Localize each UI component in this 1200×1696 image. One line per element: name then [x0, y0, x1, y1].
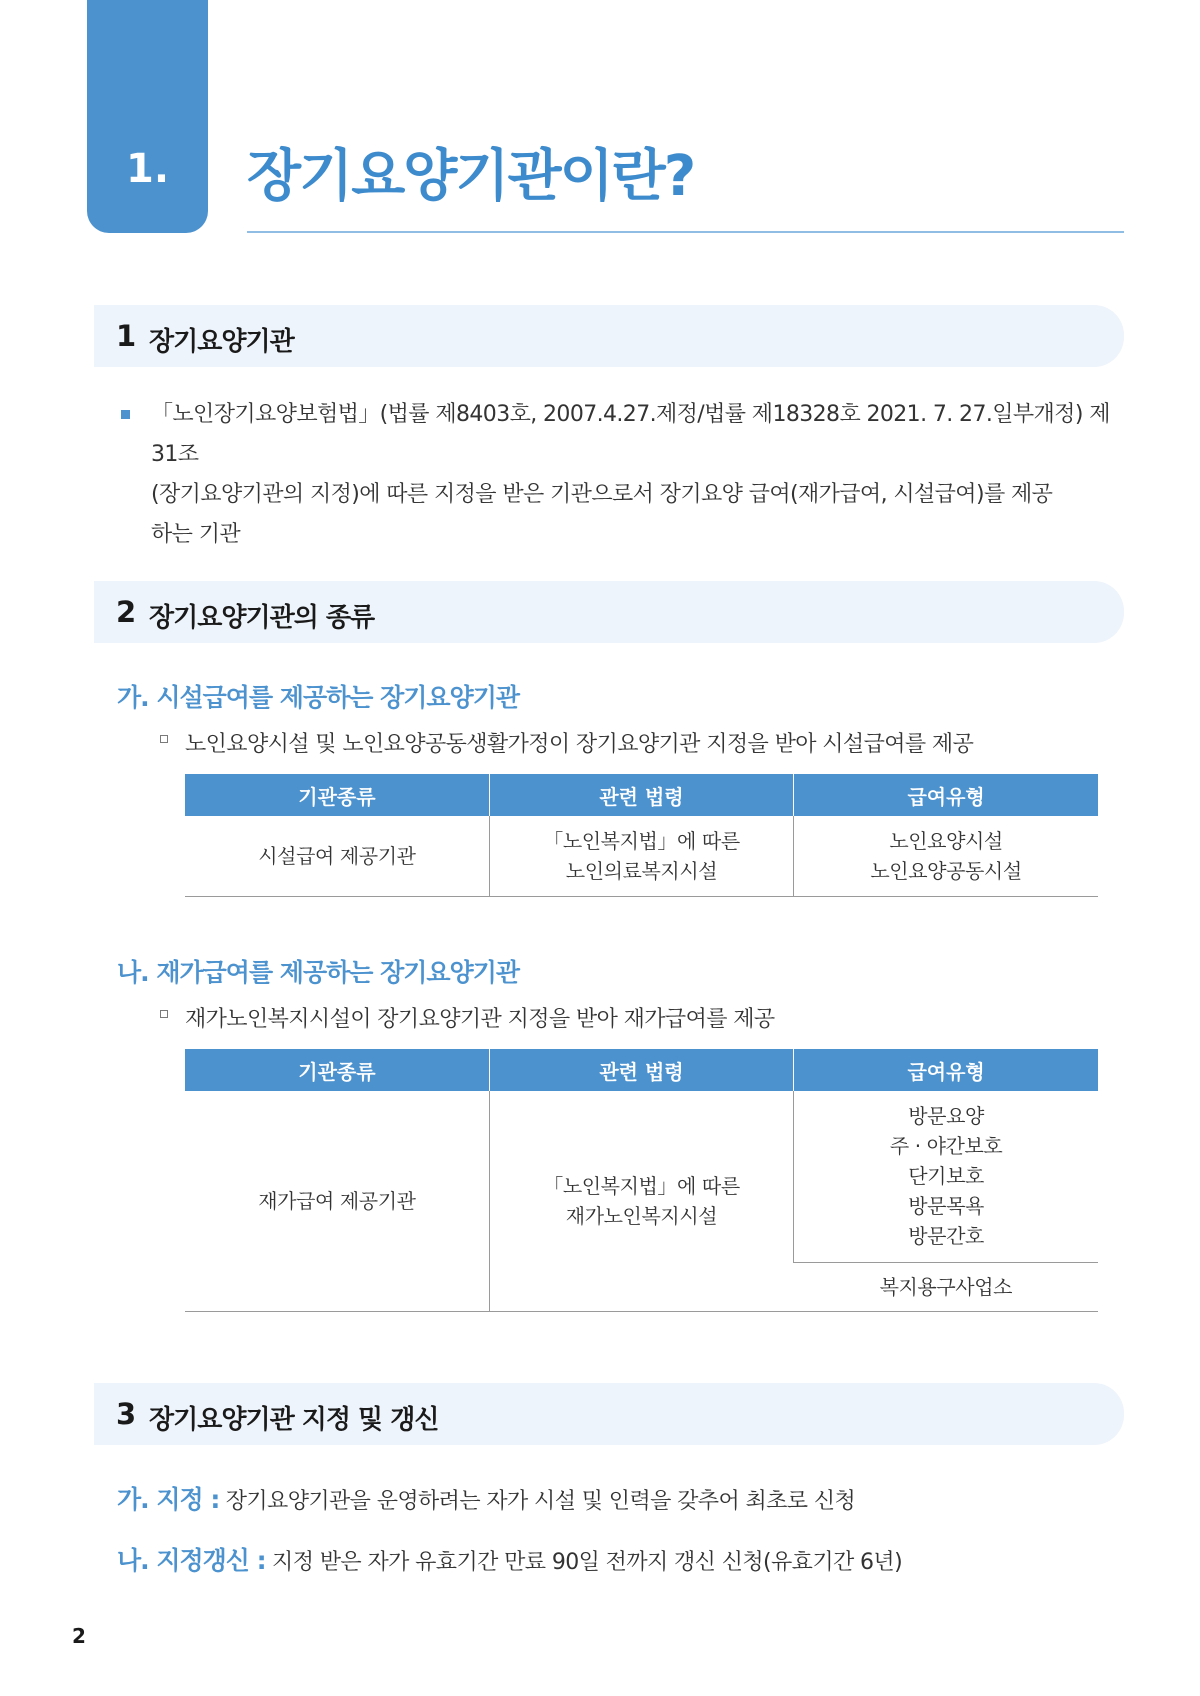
- benefit-item: 방문간호: [908, 1224, 984, 1249]
- subsection-heading-na: 나. 재가급여를 제공하는 장기요양기관: [117, 958, 520, 987]
- cell-line: 재가노인복지시설: [565, 1203, 718, 1228]
- chapter-number: 1.: [125, 146, 170, 192]
- column-header-benefit: 급여유형: [794, 774, 1098, 816]
- section-number: 3: [116, 1397, 137, 1431]
- table-row: [185, 816, 1098, 896]
- subsection-heading-ga: 가. 시설급여를 제공하는 장기요양기관: [117, 683, 520, 712]
- cell-law: [489, 1091, 793, 1311]
- cell-line: 「노인복지법」에 따른: [543, 1173, 740, 1198]
- column-header-type: 기관종류: [185, 1049, 489, 1091]
- section-header-2: [94, 581, 1124, 643]
- renewal-text: 지정 받은 자가 유효기간 만료 90일 전까지 갱신 신청(유효기간 6년): [265, 1550, 903, 1575]
- table-header-row: [185, 774, 1098, 816]
- cell-benefit-list: [794, 1091, 1098, 1262]
- column-header-law: 관련 법령: [489, 1049, 793, 1091]
- column-header-benefit: 급여유형: [794, 1049, 1098, 1091]
- table-header-row: [185, 1049, 1098, 1091]
- designation-key: 가. 지정 :: [117, 1485, 220, 1514]
- section-number: 2: [116, 595, 137, 629]
- section-title: 장기요양기관 지정 및 갱신: [149, 1405, 439, 1435]
- paragraph-line: (장기요양기관의 지정)에 따른 지정을 받은 기관으로서 장기요양 급여(재가급여, 시설급여)를 제공: [151, 482, 1053, 507]
- subsection-description-na: 재가노인복지시설이 장기요양기관 지정을 받아 재가급여를 제공: [185, 1007, 775, 1032]
- designation-text: 장기요양기관을 운영하려는 자가 시설 및 인력을 갖추어 최초로 신청: [219, 1489, 856, 1514]
- table-row: [185, 1091, 1098, 1262]
- section-title: 장기요양기관의 종류: [149, 603, 375, 633]
- subsection-description-ga: 노인요양시설 및 노인요양공동생활가정이 장기요양기관 지정을 받아 시설급여를 제공: [185, 732, 974, 757]
- cell-law: [489, 816, 793, 896]
- benefit-item: 방문요양: [908, 1104, 984, 1129]
- chapter-tab: [87, 0, 208, 233]
- cell-benefit: [794, 816, 1098, 896]
- benefit-item: 주 · 야간보호: [889, 1134, 1003, 1159]
- square-bullet-icon: [121, 410, 130, 419]
- chapter-title: 장기요양기관이란?: [247, 144, 695, 209]
- paragraph-line: 「노인장기요양보험법」(법률 제8403호, 2007.4.27.제정/법률 제18328호 2021. 7. 27.일부개정) 제31조: [151, 402, 1110, 467]
- renewal-key: 나. 지정갱신 :: [117, 1546, 266, 1575]
- hollow-square-bullet-icon: [160, 735, 168, 743]
- home-benefit-table: [185, 1049, 1098, 1312]
- cell-type: 시설급여 제공기관: [185, 816, 489, 896]
- renewal-line: [117, 1541, 902, 1577]
- cell-line: 노인요양시설: [889, 828, 1003, 853]
- designation-line: [117, 1480, 855, 1516]
- section-title: 장기요양기관: [149, 327, 294, 357]
- benefit-item: 방문목욕: [908, 1194, 984, 1219]
- column-header-law: 관련 법령: [489, 774, 793, 816]
- section1-paragraph: [151, 395, 1111, 555]
- page-number: 2: [72, 1624, 86, 1648]
- paragraph-line: 하는 기관: [151, 522, 241, 547]
- section-header-1: [94, 305, 1124, 367]
- section-header-3: [94, 1383, 1124, 1445]
- cell-benefit-extra: 복지용구사업소: [794, 1262, 1098, 1311]
- column-header-type: 기관종류: [185, 774, 489, 816]
- cell-type: 재가급여 제공기관: [185, 1091, 489, 1311]
- cell-line: 노인요양공동시설: [870, 858, 1022, 883]
- chapter-divider: [247, 231, 1124, 233]
- section-number: 1: [116, 319, 137, 353]
- facility-benefit-table: [185, 774, 1098, 897]
- hollow-square-bullet-icon: [160, 1010, 168, 1018]
- benefit-item: 단기보호: [908, 1164, 984, 1189]
- cell-line: 노인의료복지시설: [565, 858, 718, 883]
- cell-line: 「노인복지법」에 따른: [543, 828, 740, 853]
